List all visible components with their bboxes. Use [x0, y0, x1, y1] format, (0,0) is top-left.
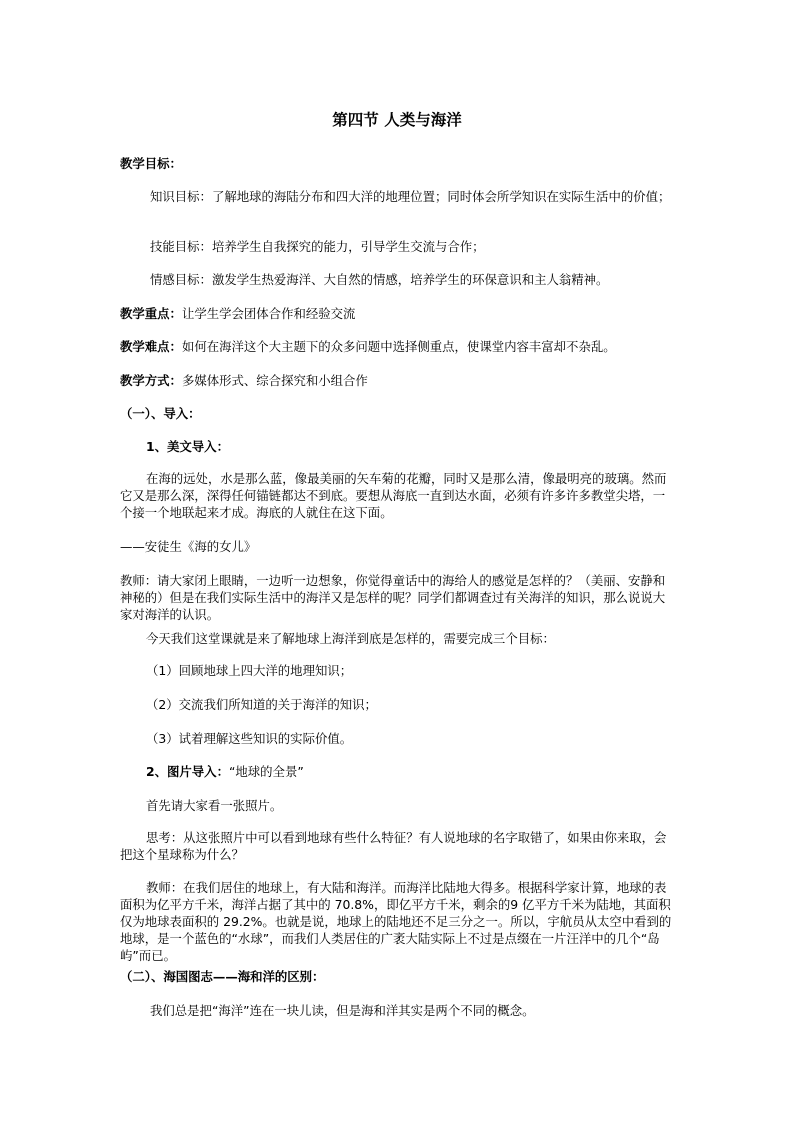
teacher-paragraph-2: 教师：在我们居住的地球上，有大陆和海洋。而海洋比陆地大得多。根据科学家计算，地球的表面积为亿平方千米，海洋占据了其中的 70.8%，即亿平方千米，剩余的9 亿平方千米为陆地，其面积仅为地球表面积的 29.2%。也就是说，地球上的陆地还不足三分之一。所以，宇航员从太空中看到的地球，是一个蓝色的“水球”，而我们人类居住的广袤大陆实际上不过是点缀在一片汪洋中的几个“岛屿”而已。 — [120, 880, 672, 963]
last-paragraph: 我们总是把“海洋”连在一块儿读，但是海和洋其实是两个不同的概念。 — [150, 1003, 535, 1018]
key-label: 教学重点： — [120, 306, 182, 321]
sub2-text: “地球的全景” — [228, 764, 304, 779]
key-text: 让学生学会团体合作和经验交流 — [181, 306, 356, 321]
photo-paragraph: 首先请大家看一张照片。 — [146, 798, 283, 813]
teaching-method — [120, 372, 675, 389]
teaching-key-point — [120, 305, 675, 322]
goal-emotion: 情感目标：激发学生热爱海洋、大自然的情感，培养学生的环保意识和主人翁精神。 — [150, 272, 609, 287]
sub2-line — [146, 763, 676, 780]
today-paragraph: 今天我们这堂课就是来了解地球上海洋到底是怎样的，需要完成三个目标： — [146, 631, 555, 646]
goal-knowledge: 知识目标：了解地球的海陆分布和四大洋的地理位置；同时体会所学知识在实际生活中的价值； — [150, 189, 671, 204]
target-1: （1）回顾地球上四大洋的地理知识； — [146, 663, 353, 678]
difficulty-label: 教学难点： — [120, 339, 182, 354]
sub2-heading: 2、图片导入： — [146, 764, 229, 779]
think-paragraph: 思考：从这张照片中可以看到地球有些什么特征？有人说地球的名字取错了，如果由你来取，会把这个星球称为什么？ — [120, 830, 667, 862]
teacher-paragraph-1: 教师：请大家闭上眼睛，一边听一边想象，你觉得童话中的海给人的感觉是怎样的？（美丽、安静和神秘的）但是在我们实际生活中的海洋又是怎样的呢？同学们都调查过有关海洋的知识，那么说说大家对海洋的认识。 — [120, 573, 666, 622]
target-3: （3）试着理解这些知识的实际价值。 — [146, 731, 353, 746]
section1-heading: （一）、导入： — [120, 406, 201, 421]
goal-skill: 技能目标：培养学生自我探究的能力，引导学生交流与合作； — [150, 239, 485, 254]
page-title: 第四节 人类与海洋 — [332, 110, 462, 129]
method-text: 多媒体形式、综合探究和小组合作 — [181, 373, 368, 388]
target-2: （2）交流我们所知道的关于海洋的知识； — [146, 697, 377, 712]
teaching-difficulty — [120, 338, 675, 355]
difficulty-text: 如何在海洋这个大主题下的众多问题中选择侧重点，使课堂内容丰富却不杂乱。 — [181, 339, 616, 354]
section2-heading: （二）、海国图志——海和洋的区别： — [120, 969, 325, 984]
quote-source: ——安徒生《海的女儿》 — [120, 539, 257, 554]
sub1-heading: 1、美文导入： — [146, 439, 229, 454]
method-label: 教学方式： — [120, 373, 182, 388]
quote-paragraph: 在海的远处，水是那么蓝，像最美丽的矢车菊的花瓣，同时又是那么清，像最明亮的玻璃。然而它又是那么深，深得任何锚链都达不到底。要想从海底一直到达水面，必须有许多许多教堂尖塔，一个接一个地联起来才成。海底的人就住在这下面。 — [120, 471, 667, 520]
goals-heading: 教学目标： — [120, 156, 182, 171]
